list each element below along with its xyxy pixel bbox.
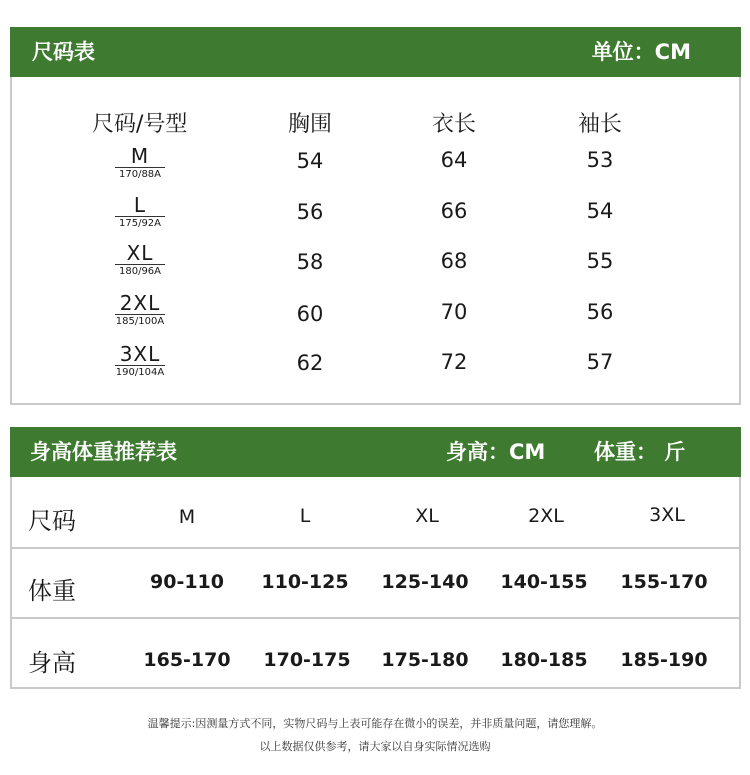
size-code: 185/100A [115, 316, 165, 327]
size-col: XL [415, 505, 439, 527]
height-value: 165-170 [143, 649, 231, 671]
chest-value: 60 [296, 302, 324, 326]
size-col: L [299, 505, 311, 527]
size-code: 175/92A [118, 218, 162, 229]
size-col: M [178, 506, 196, 528]
chest-value: 58 [296, 250, 324, 274]
sleeve-value: 54 [586, 199, 614, 223]
size-code: 170/88A [118, 169, 162, 180]
size-cell [100, 343, 180, 379]
chest-value: 62 [296, 351, 324, 375]
row-label-height: 身高 [28, 649, 76, 677]
weight-unit: 体重： 斤 [594, 440, 686, 464]
size-cell [100, 194, 180, 230]
length-value: 64 [440, 148, 468, 172]
col-header-size: 尺码/号型 [92, 112, 188, 137]
chest-value: 56 [296, 200, 324, 224]
height-unit: 身高：CM [446, 440, 546, 464]
note-line-1: 温馨提示:因测量方式不同，实物尺码与上表可能存在微小的误差，并非质量问题，请您理解。 [147, 717, 603, 730]
row-divider [12, 547, 739, 549]
weight-value: 110-125 [261, 571, 349, 593]
sleeve-value: 55 [586, 249, 614, 273]
size-code: 190/104A [115, 367, 165, 378]
height-value: 180-185 [500, 649, 588, 671]
chest-value: 54 [296, 149, 324, 173]
recommend-panel [10, 427, 741, 689]
row-label-weight: 体重 [28, 577, 76, 605]
col-header-length: 衣长 [432, 112, 477, 137]
size-chart-header [10, 27, 741, 77]
size-label: L [133, 193, 147, 217]
weight-value: 90-110 [150, 571, 224, 593]
height-value: 175-180 [381, 649, 469, 671]
length-value: 70 [440, 300, 468, 324]
weight-value: 155-170 [620, 571, 708, 593]
length-value: 72 [440, 350, 468, 374]
size-label: 3XL [119, 342, 161, 366]
row-label-size: 尺码 [28, 507, 76, 535]
size-cell [100, 292, 180, 328]
col-header-sleeve: 袖长 [578, 112, 623, 137]
weight-value: 140-155 [500, 571, 588, 593]
sleeve-value: 56 [586, 300, 614, 324]
recommend-header [10, 427, 741, 477]
size-cell [100, 242, 180, 278]
size-cell [100, 145, 180, 181]
note-line-2: 以上数据仅供参考，请大家以自身实际情况选购 [259, 740, 491, 753]
size-col: 2XL [528, 505, 564, 527]
sleeve-value: 57 [586, 350, 614, 374]
recommend-title: 身高体重推荐表 [30, 440, 177, 464]
length-value: 68 [440, 249, 468, 273]
size-chart-title: 尺码表 [32, 40, 95, 64]
size-chart-unit: 单位：CM [591, 40, 691, 64]
size-chart-panel [10, 27, 741, 405]
col-header-chest: 胸围 [288, 112, 333, 137]
size-code: 180/96A [118, 266, 162, 277]
weight-value: 125-140 [381, 571, 469, 593]
length-value: 66 [440, 199, 468, 223]
size-label: 2XL [119, 291, 161, 315]
row-divider [12, 617, 739, 619]
sleeve-value: 53 [586, 148, 614, 172]
size-label: M [130, 144, 150, 168]
height-value: 170-175 [263, 649, 351, 671]
size-label: XL [126, 241, 154, 265]
height-value: 185-190 [620, 649, 708, 671]
size-col: 3XL [649, 504, 685, 526]
